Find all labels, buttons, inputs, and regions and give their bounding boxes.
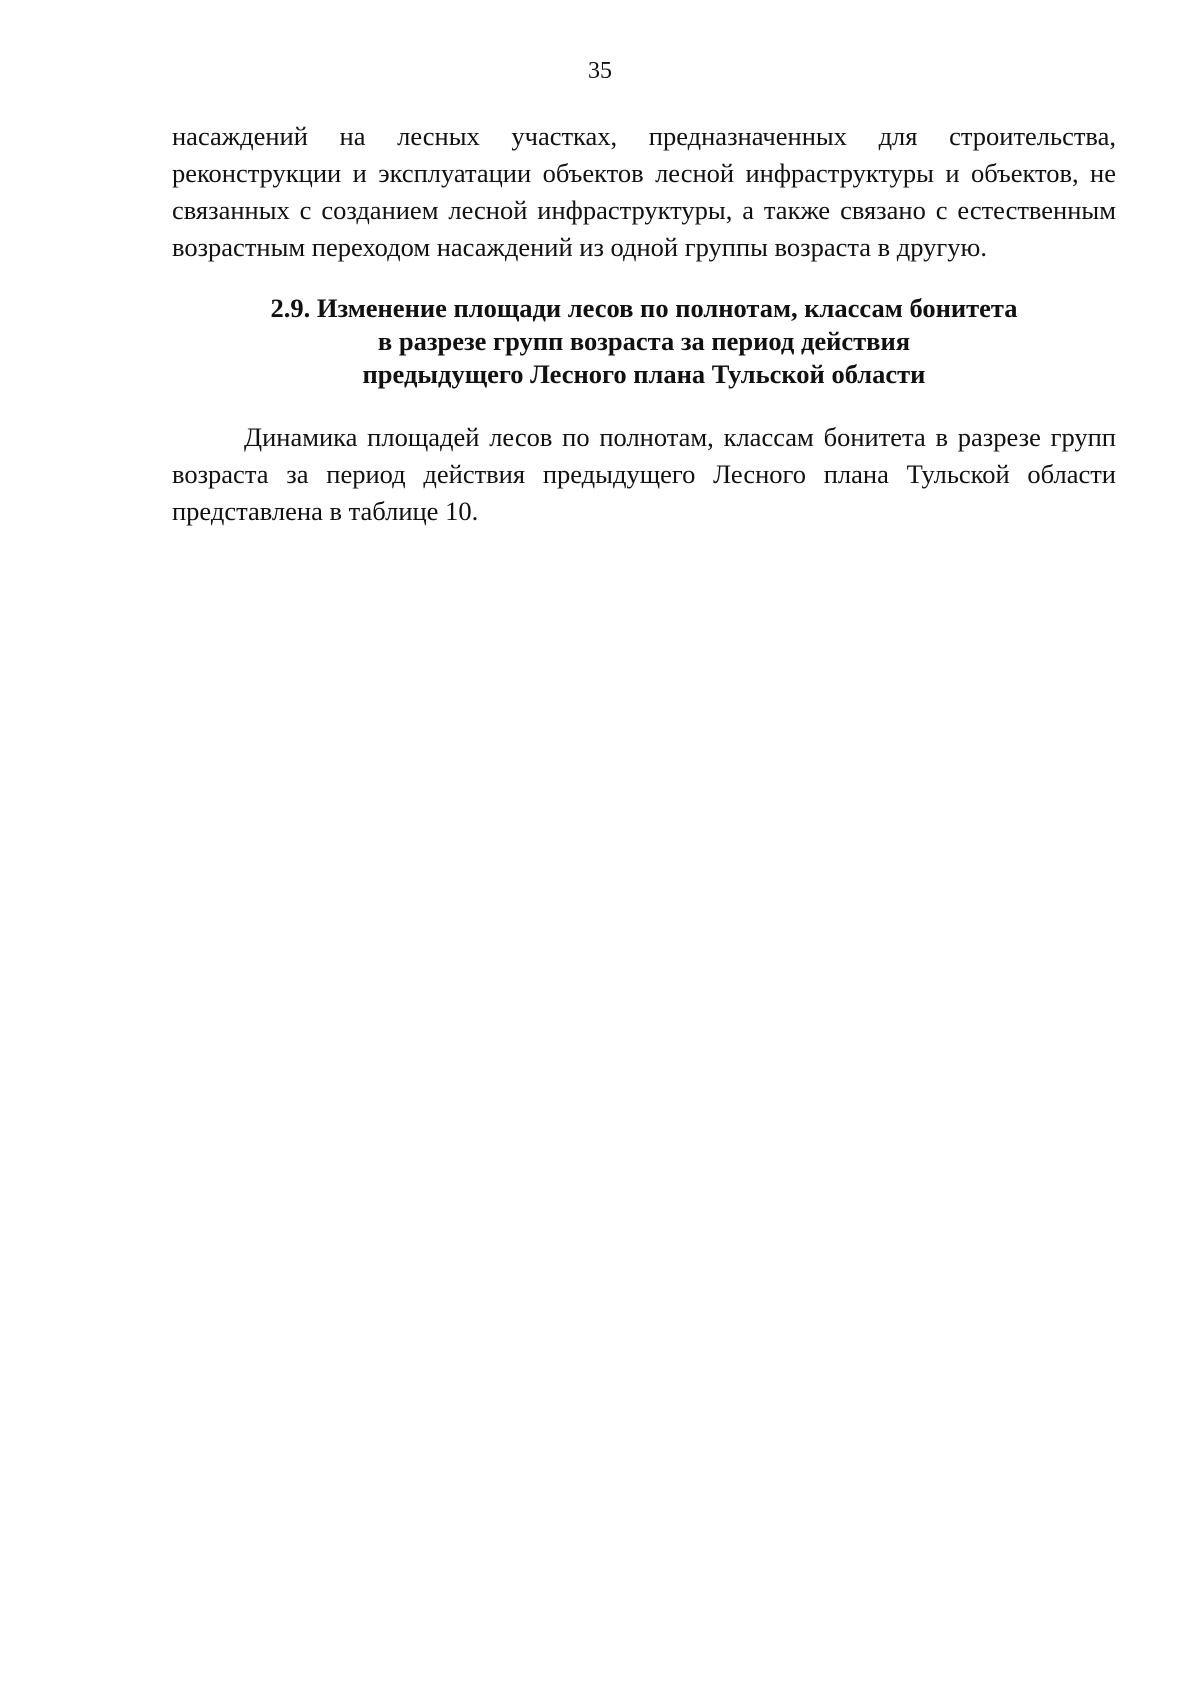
page-content xyxy=(172,118,1116,530)
section-heading xyxy=(172,292,1116,391)
section-paragraph: Динамика площадей лесов по полнотам, классам бонитета в разрезе групп возраста за период действия предыдущего Лесного плана Тульской области представлена в таблице 10. xyxy=(172,422,1116,526)
continuation-paragraph: насаждений на лесных участках, предназначенных для строительства, реконструкции и эксплуатации объектов лесной инфраструктуры и объектов, не связанных с созданием лесной инфраструктуры, а также связано с естественным возрастным переходом насаждений из одной группы возраста в другую. xyxy=(172,121,1116,262)
section-heading-line-3: предыдущего Лесного плана Тульской области xyxy=(362,359,926,389)
page-number: 35 xyxy=(588,58,612,84)
section-heading-line-2: в разрезе групп возраста за период действия xyxy=(377,326,911,356)
section-heading-line-1: 2.9. Изменение площади лесов по полнотам, классам бонитета xyxy=(270,293,1018,323)
